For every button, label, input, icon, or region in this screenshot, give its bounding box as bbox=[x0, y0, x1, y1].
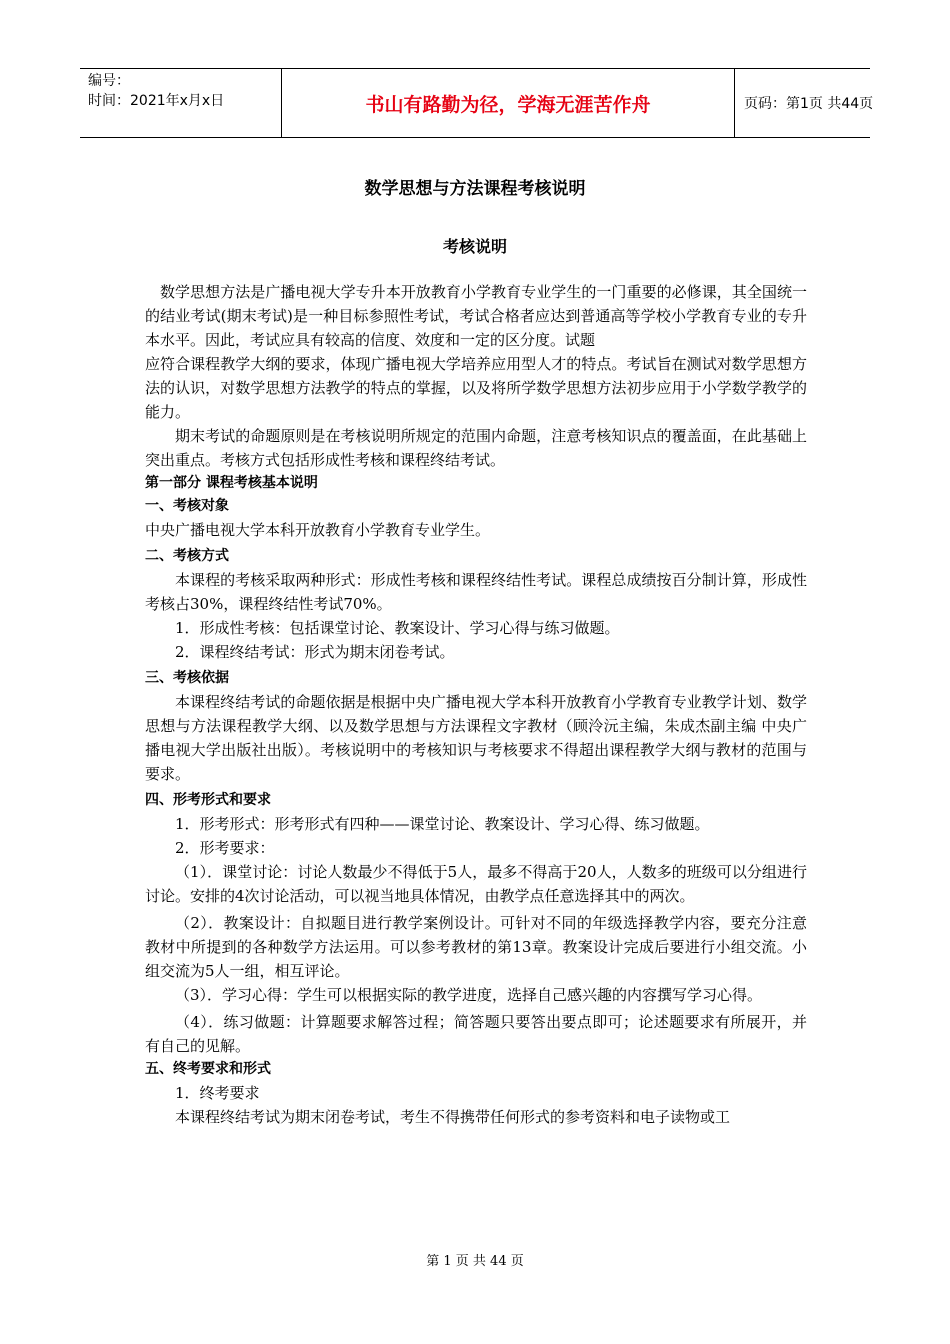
header-motto: 书山有路勤为径，学海无涯苦作舟 bbox=[282, 69, 735, 137]
serial-label: 编号： bbox=[88, 73, 130, 89]
section5-heading: 五、终考要求和形式 bbox=[145, 1061, 271, 1077]
section2-text: 本课程的考核采取两种形式：形成性考核和课程终结性考试。课程总成绩按百分制计算，形成性考核占30%，课程终结性考试70%。 bbox=[145, 571, 807, 613]
section-title: 考核说明 bbox=[442, 237, 507, 256]
section2-item-1: 1．形成性考核：包括课堂讨论、教案设计、学习心得与练习做题。 bbox=[175, 619, 620, 637]
section4-item-1: 1．形考形式：形考形式有四种——课堂讨论、教案设计、学习心得、练习做题。 bbox=[175, 815, 710, 833]
section4-item-2: 2．形考要求： bbox=[175, 839, 275, 857]
document-title: 数学思想与方法课程考核说明 bbox=[364, 179, 586, 199]
header-meta-cell bbox=[80, 69, 282, 137]
section4-sub-4: （4）．练习做题：计算题要求解答过程；简答题只要答出要点即可；论述题要求有所展开，并有自己的见解。 bbox=[145, 1013, 807, 1055]
time-label: 时间：2021年x月x日 bbox=[88, 93, 225, 109]
section1-heading: 一、考核对象 bbox=[145, 498, 229, 514]
section4-sub-1: （1）．课堂讨论：讨论人数最少不得低于5人，最多不得高于20人，人数多的班级可以分组进行讨论。安排的4次讨论活动，可以视当地具体情况，由教学点任意选择其中的两次。 bbox=[145, 863, 807, 905]
header-table bbox=[80, 68, 874, 138]
section2-heading: 二、考核方式 bbox=[145, 548, 229, 564]
intro-paragraph-1-continued: 应符合课程教学大纲的要求，体现广播电视大学培养应用型人才的特点。考试旨在测试对数学思想方法的认识，对数学思想方法教学的特点的掌握，以及将所学数学思想方法初步应用于小学数学教学的能力。 bbox=[145, 355, 807, 421]
part1-heading: 第一部分 课程考核基本说明 bbox=[145, 475, 318, 491]
section5-item-1: 1．终考要求 bbox=[175, 1084, 260, 1102]
intro-paragraph-1: 数学思想方法是广播电视大学专升本开放教育小学教育专业学生的一门重要的必修课，其全国统一的结业考试(期末考试)是一种目标参照性考试，考试合格者应达到普通高等学校小学教育专业的专升本水平。因此，考试应具有较高的信度、效度和一定的区分度。试题 bbox=[145, 283, 807, 349]
header-page-info: 页码：第1页 共44页 bbox=[744, 96, 874, 112]
page-footer: 第 1 页 共 44 页 bbox=[426, 1254, 524, 1269]
section2-item-2: 2．课程终结考试：形式为期末闭卷考试。 bbox=[175, 643, 455, 661]
section1-text: 中央广播电视大学本科开放教育小学教育专业学生。 bbox=[145, 521, 491, 539]
section5-text: 本课程终结考试为期末闭卷考试，考生不得携带任何形式的参考资料和电子读物或工 bbox=[175, 1108, 731, 1126]
section4-sub-3: （3）．学习心得：学生可以根据实际的教学进度，选择自己感兴趣的内容撰写学习心得。 bbox=[175, 986, 763, 1004]
intro-paragraph-2: 期末考试的命题原则是在考核说明所规定的范围内命题，注意考核知识点的覆盖面，在此基础上突出重点。考核方式包括形成性考核和课程终结考试。 bbox=[145, 427, 807, 469]
section3-text: 本课程终结考试的命题依据是根据中央广播电视大学本科开放教育小学教育专业教学计划、数学思想与方法课程教学大纲、以及数学思想与方法课程文字教材（顾泠沅主编，朱成杰副主编 中央广播电视大学出版社出版）。考核说明中的考核知识与考核要求不得超出课程教学大纲与教材的范围与要求。 bbox=[145, 693, 807, 783]
section4-sub-2: （2）．教案设计：自拟题目进行教学案例设计。可针对不同的年级选择教学内容，要充分注意教材中所提到的各种数学方法运用。可以参考教材的第13章。教案设计完成后要进行小组交流。小组交流为5人一组，相互评论。 bbox=[145, 914, 807, 980]
section3-heading: 三、考核依据 bbox=[145, 670, 229, 686]
document-body bbox=[145, 280, 807, 1129]
section4-heading: 四、形考形式和要求 bbox=[145, 792, 271, 808]
